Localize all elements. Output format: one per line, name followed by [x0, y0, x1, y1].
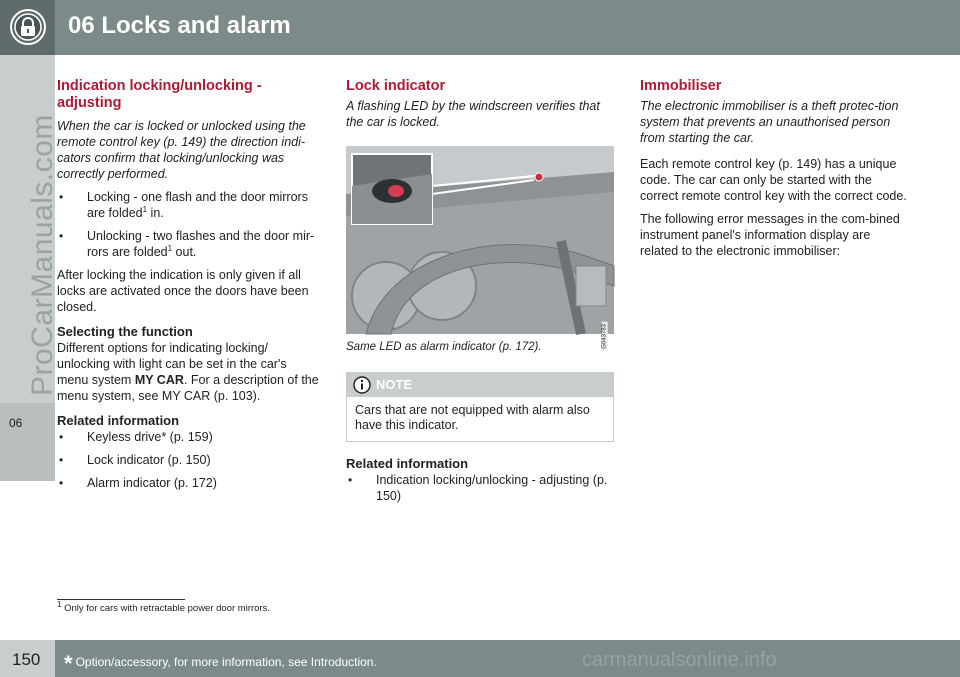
bullet-list [57, 189, 319, 260]
column-indication [57, 78, 319, 491]
figure-caption: Same LED as alarm indicator (p. 172). [346, 341, 542, 353]
section-lead: The electronic immobiliser is a theft protec-tion system that prevents an unauthorised person from starting the car. [640, 99, 899, 145]
footnote-rule [57, 599, 185, 600]
section-lead: A flashing LED by the windscreen verifies that the car is locked. [346, 99, 600, 129]
list-item-text: in. [147, 206, 164, 220]
related-heading: Related information [346, 456, 469, 471]
asterisk: * [64, 651, 73, 676]
body-text: Different options for indicating locking/ unlocking with light can be set in the car's menu system [57, 341, 287, 387]
footnote-text: Only for cars with retractable power door mirrors. [61, 603, 270, 614]
body-paragraph: After locking the indication is only given if all locks are activated once the doors have been closed. [57, 268, 309, 314]
footer-watermark: carmanualsonline.info [582, 649, 777, 671]
footnote-number: 1 [57, 599, 62, 609]
related-link[interactable]: • Indication locking/unlocking - adjusting (p. 150) [346, 472, 614, 504]
menu-name: MY CAR [134, 373, 184, 387]
footnote-ref: 1 [142, 204, 148, 214]
sub-heading: Selecting the function [57, 324, 193, 339]
body-paragraph: Each remote control key (p. 149) has a unique code. The car can only be started with the correct remote control key with the correct code. [640, 157, 907, 203]
section-heading: Lock indicator [346, 78, 446, 94]
body-text: . For a description of the menu system, see MY CAR (p. 103). [57, 373, 319, 403]
related-heading: Related information [57, 413, 180, 428]
page-title: 06 Locks and alarm [68, 12, 291, 39]
note-header [347, 373, 613, 397]
section-lead: When the car is locked or unlocked using the remote control key (p. 149) the direction indi-cators confirm that locking/unlocking was correctly performed. [57, 119, 306, 181]
column-immobiliser [640, 78, 908, 259]
section-heading: Indication locking/unlocking - adjusting [57, 78, 262, 111]
info-icon [353, 376, 371, 394]
note-body: Cars that are not equipped with alarm also have this indicator. [355, 403, 590, 432]
related-link[interactable]: • Lock indicator (p. 150) [57, 452, 319, 468]
note-box [346, 372, 614, 442]
lock-icon [9, 8, 47, 46]
footer-note [64, 651, 377, 677]
side-watermark: ProCarManuals.com [26, 114, 59, 396]
list-item-text: out. [172, 245, 197, 259]
footer-note-text: Option/accessory, for more information, see Introduction. [75, 655, 377, 669]
list-item-text: Unlocking - two flashes and the door mir-rors are folded [87, 229, 315, 259]
column-lock-indicator [346, 78, 614, 504]
related-link[interactable]: • Alarm indicator (p. 172) [57, 475, 319, 491]
chapter-icon-box [0, 0, 55, 55]
list-item [57, 189, 319, 221]
related-list [57, 429, 319, 491]
related-link[interactable]: • Keyless drive* (p. 159) [57, 429, 319, 445]
chapter-tab-label: 06 [9, 416, 23, 430]
footnote-ref: 1 [167, 243, 173, 253]
chapter-tab [0, 403, 55, 481]
figure-code: G043783 [602, 324, 608, 349]
section-heading: Immobiliser [640, 78, 722, 94]
body-paragraph: The following error messages in the com-bined instrument panel's information display are related to the electronic immobiliser: [640, 212, 900, 258]
page-number: 150 [12, 650, 41, 669]
related-list [346, 472, 614, 504]
body-paragraph [57, 340, 319, 404]
list-item-text: Locking - one flash and the door mirrors are folded [87, 190, 308, 220]
list-item [57, 228, 319, 260]
footnote [57, 599, 270, 614]
note-title: NOTE [376, 377, 413, 392]
